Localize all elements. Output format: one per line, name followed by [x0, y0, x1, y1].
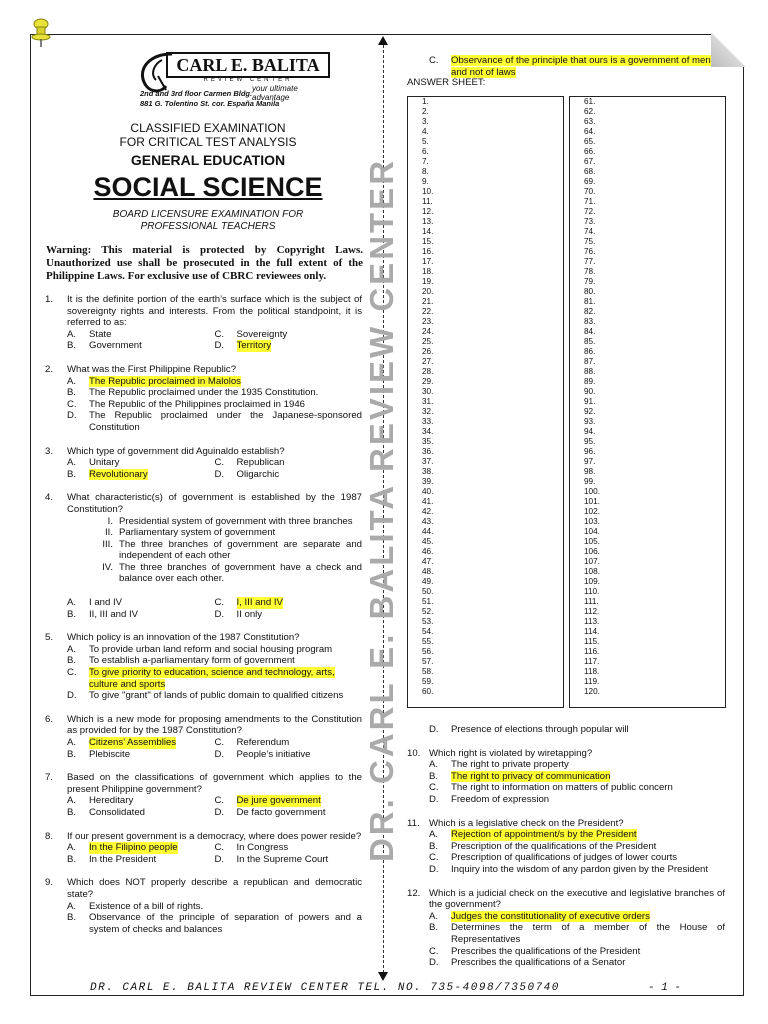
- option-a: A. Unitary: [67, 457, 120, 469]
- option-c: C. Sovereignty: [214, 328, 288, 340]
- question-7: [45, 772, 362, 818]
- answer-number: 83.: [584, 317, 596, 326]
- highlighted-answer: In the Filipino people: [89, 842, 178, 854]
- question-1: [45, 294, 362, 352]
- question-text: Which policy is an innovation of the 1987 Constitution?: [67, 632, 300, 644]
- question-number: 3.: [45, 445, 54, 457]
- answer-number: 69.: [584, 177, 596, 186]
- answer-number: 84.: [584, 327, 596, 336]
- question-3: [45, 446, 362, 481]
- option-d: D. Inquiry into the wisdom of any pardon given by the President: [429, 863, 709, 875]
- answer-number: 19.: [422, 277, 434, 286]
- option-b: B. Determines the term of a member of the House of Representatives: [429, 922, 725, 945]
- question-text: Which is a judicial check on the executive and legislative branches of the government?: [429, 887, 725, 911]
- option-b: B. Consolidated: [67, 806, 146, 818]
- answer-number: 24.: [422, 327, 434, 336]
- answer-number: 87.: [584, 357, 596, 366]
- answer-number: 26.: [422, 347, 434, 356]
- question-number: 8.: [45, 830, 54, 842]
- option-row: [67, 329, 362, 341]
- answer-number: 21.: [422, 297, 434, 306]
- question-number: 10.: [407, 747, 421, 759]
- answer-number: 94.: [584, 427, 596, 436]
- answer-number: 57.: [422, 657, 434, 666]
- option-row: [67, 854, 362, 866]
- answer-number: 117.: [584, 657, 600, 666]
- answer-number: 103.: [584, 517, 600, 526]
- option-c: C. I, III and IV: [214, 597, 283, 609]
- answer-number: 99.: [584, 477, 596, 486]
- exam-title-line1: CLASSIFIED EXAMINATION: [130, 121, 286, 135]
- answer-number: 49.: [422, 577, 434, 586]
- option-row: [67, 469, 362, 481]
- answer-number: 62.: [584, 107, 596, 116]
- question-number: 11.: [407, 817, 420, 829]
- answer-number: 11.: [422, 197, 433, 206]
- answer-number: 52.: [422, 607, 434, 616]
- option-c: C. In Congress: [214, 842, 289, 854]
- question-number: 7.: [45, 772, 54, 784]
- option-row: [67, 842, 362, 854]
- option-d: D. Prescribes the qualifications of a Senator: [429, 957, 626, 969]
- answer-number: 64.: [584, 127, 596, 136]
- option-row: [67, 457, 362, 469]
- right-column-bottom: [407, 724, 725, 981]
- question-number: 1.: [45, 294, 54, 305]
- option-b: B. Plebiscite: [67, 748, 131, 760]
- option-d: D. Freedom of expression: [429, 793, 550, 805]
- answer-number: 65.: [584, 137, 596, 146]
- answer-number: 8.: [422, 167, 429, 176]
- option-a: A. Citizens’ Assemblies: [67, 737, 177, 748]
- statement-iv: IV. The three branches of government have a check and balance over each other.: [102, 561, 362, 585]
- answer-number: 100.: [584, 487, 600, 496]
- answer-number: 76.: [584, 247, 596, 256]
- highlighted-answer: Territory: [236, 340, 272, 352]
- answer-number: 47.: [422, 557, 434, 566]
- exam-title-line2: FOR CRITICAL TEST ANALYSIS: [119, 135, 297, 149]
- answer-number: 61.: [584, 97, 596, 106]
- option-d: D. De facto government: [214, 806, 326, 818]
- answer-number: 98.: [584, 467, 596, 476]
- answer-number: 107.: [584, 557, 600, 566]
- option-c: C. The Republic of the Philippines proclaimed in 1946: [67, 398, 305, 410]
- option-a: A. To provide urban land reform and social housing program: [67, 643, 333, 655]
- answer-sheet-left: [407, 96, 564, 708]
- answer-number: 12.: [422, 207, 434, 216]
- answer-number: 30.: [422, 387, 434, 396]
- answer-number: 60.: [422, 687, 434, 696]
- option-row: [67, 340, 362, 352]
- answer-number: 95.: [584, 437, 596, 446]
- answer-number: 32.: [422, 407, 434, 416]
- answer-number: 4.: [422, 127, 429, 136]
- question-8: [45, 831, 362, 866]
- option-b: B. The right to privacy of communication: [429, 770, 611, 782]
- watermark: DR. CARL E. BALITA REVIEW CENTER: [363, 157, 400, 863]
- answer-number: 41.: [422, 497, 434, 506]
- highlighted-answer: De jure government: [236, 795, 321, 807]
- answer-number: 15.: [422, 237, 434, 246]
- question-5: [45, 632, 362, 702]
- option-a: A. Hereditary: [67, 795, 134, 807]
- statement-ii: II. Parliamentary system of government: [105, 527, 276, 539]
- answer-number: 44.: [422, 527, 434, 536]
- question-text: Which is a legislative check on the President?: [429, 817, 624, 829]
- option-a: A. I and IV: [67, 597, 123, 609]
- highlighted-answer: Judges the constitutionality of executive orders: [451, 910, 650, 922]
- question-number: 2.: [45, 363, 54, 375]
- answer-number: 38.: [422, 467, 434, 476]
- question-11: [407, 818, 725, 876]
- answer-number: 105.: [584, 537, 600, 546]
- question-text: Which is a new mode for proposing amendments to the Constitution as provided for by the 1987 Constitution?: [67, 713, 362, 737]
- logo-tagline: your ultimate advantage: [252, 84, 298, 102]
- answer-number: 33.: [422, 417, 434, 426]
- question-text: It is the definite portion of the earth’s surface which is the subject of sovereignty rights and interests. From the political standpoint, it is referred to as:: [67, 294, 362, 329]
- answer-number: 43.: [422, 517, 434, 526]
- answer-number: 59.: [422, 677, 434, 686]
- option-c: C. Observance of the principle that ours is a government of men and not of laws: [429, 55, 711, 78]
- answer-number: 115.: [584, 637, 600, 646]
- answer-number: 90.: [584, 387, 596, 396]
- question-12: [407, 888, 725, 969]
- option-d: D. Oligarchic: [214, 468, 280, 480]
- option-a: A. Judges the constitutionality of executive orders: [429, 910, 650, 922]
- option-a: A. State: [67, 328, 112, 340]
- board-line1: BOARD LICENSURE EXAMINATION FOR: [112, 209, 304, 220]
- option-c: C. To give priority to education, science and technology, arts, culture and sports: [67, 667, 335, 690]
- answer-number: 23.: [422, 317, 434, 326]
- answer-number: 120.: [584, 687, 600, 696]
- answer-number: 28.: [422, 367, 434, 376]
- answer-number: 58.: [422, 667, 434, 676]
- answer-number: 31.: [422, 397, 434, 406]
- answer-number: 111.: [584, 597, 599, 606]
- option-c: C. Referendum: [214, 737, 290, 748]
- option-b: B. Government: [67, 340, 142, 352]
- answer-number: 45.: [422, 537, 434, 546]
- highlighted-answer: The Republic proclaimed in Malolos: [89, 375, 241, 387]
- exam-title: [38, 121, 378, 149]
- highlighted-answer: The right to privacy of communication: [451, 770, 611, 782]
- option-row: [67, 609, 362, 621]
- answer-number: 97.: [584, 457, 596, 466]
- question-2: [45, 364, 362, 434]
- answer-number: 71.: [584, 197, 596, 206]
- option-d: D. Presence of elections through popular will: [429, 724, 629, 735]
- option-a: A. In the Filipino people: [67, 842, 178, 854]
- answer-number: 116.: [584, 647, 600, 656]
- answer-number: 34.: [422, 427, 434, 436]
- statement-iii: III. The three branches of government are separate and independent of each other: [102, 538, 362, 562]
- answer-number: 63.: [584, 117, 596, 126]
- answer-number: 53.: [422, 617, 434, 626]
- option-d: D. Territory: [214, 340, 272, 352]
- answer-number: 106.: [584, 547, 600, 556]
- subject-group: GENERAL EDUCATION: [130, 152, 286, 168]
- question-9: [45, 877, 362, 935]
- question-4: [45, 492, 362, 620]
- answer-number: 18.: [422, 267, 434, 276]
- answer-number: 70.: [584, 187, 596, 196]
- option-d: D. The Republic proclaimed under the Japanese-sponsored Constitution: [67, 410, 362, 433]
- copyright-warning: Warning: This material is protected by Copyright Laws. Unauthorized use shall be prosecuted in the full extent of the Philippine Laws. For exclusive use of CBRC reviewees only.: [46, 244, 363, 282]
- answer-number: 54.: [422, 627, 434, 636]
- highlighted-answer: Citizens’ Assemblies: [89, 737, 177, 748]
- answer-number: 89.: [584, 377, 596, 386]
- answer-number: 85.: [584, 337, 596, 346]
- question-text: What was the First Philippine Republic?: [67, 363, 237, 375]
- answer-number: 79.: [584, 277, 596, 286]
- option-row: [67, 795, 362, 807]
- answer-number: 72.: [584, 207, 596, 216]
- answer-number: 92.: [584, 407, 596, 416]
- answer-number: 35.: [422, 437, 434, 446]
- answer-number: 93.: [584, 417, 596, 426]
- question-9-continued: [407, 724, 725, 736]
- answer-number: 75.: [584, 237, 596, 246]
- address-line1: 2nd and 3rd floor Carmen Bldg.: [140, 89, 253, 98]
- option-c: C. Prescription of qualifications of judges of lower courts: [429, 852, 678, 864]
- question-number: 6.: [45, 713, 54, 725]
- answer-number: 13.: [422, 217, 434, 226]
- answer-number: 108.: [584, 567, 600, 576]
- question-10: [407, 748, 725, 806]
- answer-number: 50.: [422, 587, 434, 596]
- statement-i: I. Presidential system of government with three branches: [107, 515, 353, 527]
- answer-number: 113.: [584, 617, 600, 626]
- question-text: Based on the classifications of government which applies to the present Philippine government?: [67, 772, 362, 795]
- answer-number: 51.: [422, 597, 434, 606]
- option-b: B. Observance of the principle of separation of powers and a system of checks and balances: [67, 912, 362, 935]
- option-row: [67, 749, 362, 761]
- question-text: If our present government is a democracy, where does power reside?: [67, 830, 362, 842]
- answer-number: 27.: [422, 357, 434, 366]
- question-text: Which type of government did Aguinaldo establish?: [67, 445, 285, 457]
- arrow-up-icon: [378, 36, 388, 45]
- answer-number: 110.: [584, 587, 600, 596]
- option-b: B. II, III and IV: [67, 608, 139, 620]
- answer-number: 88.: [584, 367, 596, 376]
- question-6: [45, 714, 362, 760]
- question-number: 5.: [45, 632, 54, 644]
- option-b: B. To establish a-parliamentary form of government: [67, 655, 295, 667]
- option-row: [67, 807, 362, 819]
- option-b: B. In the President: [67, 853, 157, 865]
- question-number: 4.: [45, 492, 54, 504]
- option-b: B. Prescription of the qualifications of the President: [429, 840, 657, 852]
- option-row: [67, 597, 362, 609]
- answer-number: 74.: [584, 227, 596, 236]
- answer-number: 82.: [584, 307, 596, 316]
- address: [140, 89, 279, 109]
- option-c: C. Republican: [214, 457, 285, 469]
- answer-number: 81.: [584, 297, 596, 306]
- answer-number: 118.: [584, 667, 600, 676]
- answer-number: 104.: [584, 527, 600, 536]
- answer-number: 86.: [584, 347, 596, 356]
- option-a: A. Rejection of appointment/s by the President: [429, 829, 637, 841]
- answer-number: 9.: [422, 177, 429, 186]
- highlighted-answer: Observance of the principle that ours is a government of men and not of laws: [451, 55, 711, 78]
- answer-number: 22.: [422, 307, 434, 316]
- answer-number: 5.: [422, 137, 429, 146]
- answer-number: 2.: [422, 107, 429, 116]
- answer-number: 73.: [584, 217, 596, 226]
- answer-number: 17.: [422, 257, 434, 266]
- highlighted-answer: I, III and IV: [236, 597, 283, 609]
- option-a: A. The Republic proclaimed in Malolos: [67, 375, 241, 387]
- board-exam-label: [38, 209, 378, 233]
- answer-number: 80.: [584, 287, 596, 296]
- answer-number: 91.: [584, 397, 596, 406]
- option-c: C. The right to information on matters of public concern: [429, 782, 673, 794]
- option-a: A. Existence of a bill of rights.: [67, 900, 204, 912]
- answer-number: 101.: [584, 497, 600, 506]
- answer-number: 114.: [584, 627, 600, 636]
- answer-number: 112.: [584, 607, 600, 616]
- answer-number: 14.: [422, 227, 434, 236]
- address-line2: 881 G. Tolentino St. cor. España Manila: [140, 99, 280, 108]
- answer-number: 42.: [422, 507, 434, 516]
- option-a: A. The right to private property: [429, 759, 569, 771]
- subject-title: SOCIAL SCIENCE: [93, 172, 323, 202]
- question-text: Which does NOT properly describe a republican and democratic state?: [67, 877, 362, 900]
- answer-number: 96.: [584, 447, 596, 456]
- answer-number: 20.: [422, 287, 434, 296]
- question-text: Which right is violated by wiretapping?: [429, 747, 593, 759]
- answer-number: 29.: [422, 377, 434, 386]
- answer-number: 40.: [422, 487, 434, 496]
- logo-name: CARL E. BALITA: [166, 52, 330, 78]
- answer-number: 37.: [422, 457, 434, 466]
- answer-number: 55.: [422, 637, 434, 646]
- answer-number: 1.: [422, 97, 429, 106]
- right-column-top: [407, 55, 725, 78]
- answer-number: 66.: [584, 147, 596, 156]
- answer-number: 10.: [422, 187, 434, 196]
- answer-number: 36.: [422, 447, 434, 456]
- answer-number: 109.: [584, 577, 600, 586]
- answer-number: 77.: [584, 257, 596, 266]
- option-c: C. De jure government: [214, 795, 321, 807]
- pushpin-icon: [30, 18, 52, 48]
- footer-text: DR. CARL E. BALITA REVIEW CENTER TEL. NO. 735-4098/7350740: [90, 982, 560, 994]
- option-b: B. Revolutionary: [67, 468, 148, 480]
- answer-number: 56.: [422, 647, 434, 656]
- answer-number: 48.: [422, 567, 434, 576]
- answer-sheet-right: [569, 96, 726, 708]
- option-b: B. The Republic proclaimed under the 1935 Constitution.: [67, 387, 319, 399]
- answer-number: 68.: [584, 167, 596, 176]
- answer-number: 3.: [422, 117, 429, 126]
- answer-number: 102.: [584, 507, 600, 516]
- answer-number: 39.: [422, 477, 434, 486]
- answer-number: 67.: [584, 157, 596, 166]
- left-column: [45, 294, 362, 947]
- option-d: D. To give "grant" of lands of public domain to qualified citizens: [67, 690, 344, 702]
- question-text: What characteristic(s) of government is established by the 1987 Constitution?: [67, 492, 362, 515]
- board-line2: PROFESSIONAL TEACHERS: [140, 221, 276, 232]
- highlighted-answer: To give priority to education, science and technology, arts, culture and sports: [89, 667, 335, 690]
- answer-number: 7.: [422, 157, 429, 166]
- page-number: - 1 -: [648, 982, 682, 994]
- answer-sheet-label: ANSWER SHEET:: [407, 77, 486, 88]
- highlighted-answer: Revolutionary: [89, 468, 148, 480]
- answer-number: 16.: [422, 247, 434, 256]
- option-d: D. In the Supreme Court: [214, 853, 329, 865]
- logo-subtitle: REVIEW CENTER: [203, 77, 293, 83]
- answer-number: 119.: [584, 677, 600, 686]
- option-c: C. Prescribes the qualifications of the President: [429, 945, 641, 957]
- answer-number: 6.: [422, 147, 429, 156]
- option-row: [67, 737, 362, 749]
- answer-number: 78.: [584, 267, 596, 276]
- highlighted-answer: Rejection of appointment/s by the President: [451, 829, 637, 841]
- answer-number: 25.: [422, 337, 434, 346]
- question-number: 9.: [45, 877, 54, 889]
- option-d: D. People’s initiative: [214, 748, 311, 760]
- option-d: D. II only: [214, 608, 263, 620]
- question-number: 12.: [407, 887, 421, 899]
- answer-number: 46.: [422, 547, 434, 556]
- arrow-down-icon: [378, 972, 388, 981]
